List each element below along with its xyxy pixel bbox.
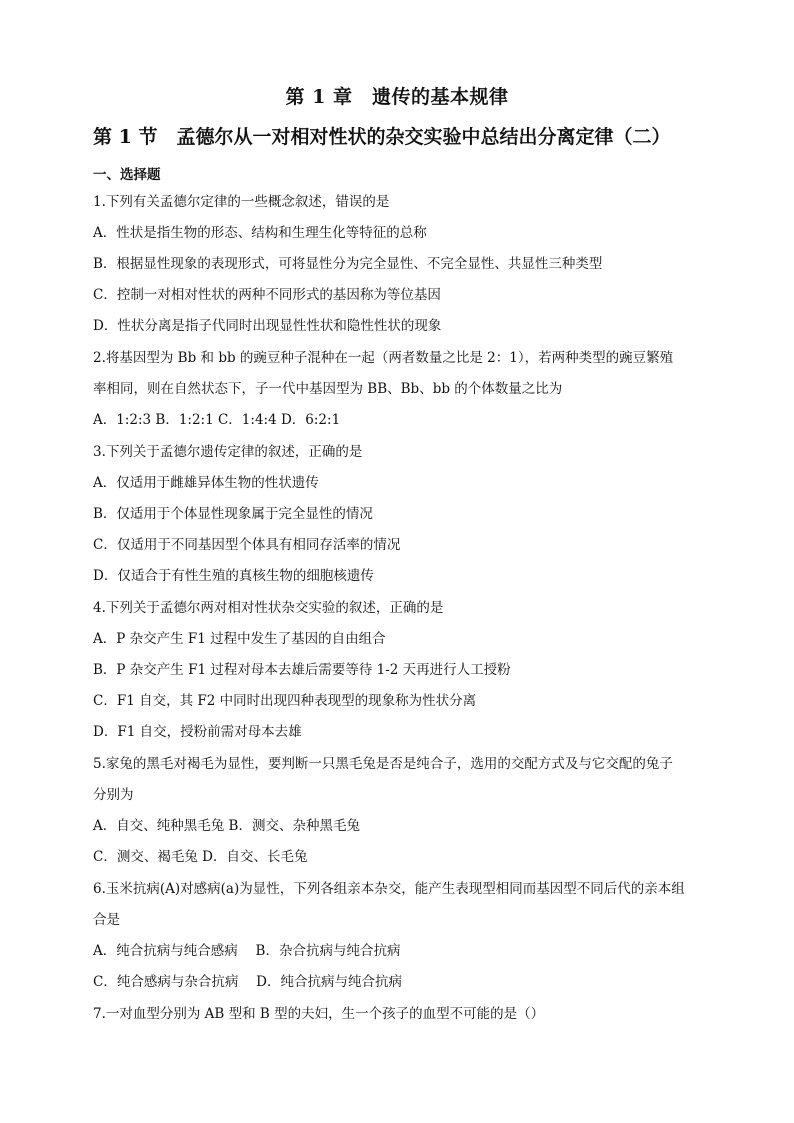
question-5-stem-cont: 分别为	[93, 787, 134, 803]
question-6-stem-cont: 合是	[93, 912, 120, 928]
question-6-stem: 6.玉米抗病(A)对感病(a)为显性，下列各组亲本杂交，能产生表现型相同而基因型不同后代的亲本组	[93, 881, 685, 897]
section-title: 第 1 节 孟德尔从一对相对性状的杂交实验中总结出分离定律（二）	[93, 126, 671, 148]
question-2-stem: 2.将基因型为 Bb 和 bb 的豌豆种子混种在一起（两者数量之比是 2：1），若两种类型的豌豆繁殖	[93, 350, 674, 366]
q3-option-b: B．仅适用于个体显性现象属于完全显性的情况	[93, 506, 373, 522]
q1-option-a: A．性状是指生物的形态、结构和生理生化等特征的总称	[93, 225, 427, 241]
q4-option-a: A．P 杂交产生 F1 过程中发生了基因的自由组合	[93, 631, 386, 647]
q1-option-b: B．根据显性现象的表现形式，可将显性分为完全显性、不完全显性、共显性三种类型	[93, 256, 603, 272]
q1-option-d: D．性状分离是指子代同时出现显性性状和隐性性状的现象	[93, 318, 442, 334]
q3-option-a: A．仅适用于雌雄异体生物的性状遗传	[93, 475, 319, 491]
question-3-stem: 3.下列关于孟德尔遗传定律的叙述，正确的是	[93, 444, 363, 460]
q6-options-ab: A．纯合抗病与纯合感病 B．杂合抗病与纯合抗病	[93, 943, 401, 959]
question-4-stem: 4.下列关于孟德尔两对相对性状杂交实验的叙述，正确的是	[93, 600, 444, 616]
q5-options-cd: C．测交、褐毛兔 D．自交、长毛兔	[93, 849, 308, 865]
part-heading: 一、选择题	[93, 167, 161, 183]
q4-option-b: B．P 杂交产生 F1 过程对母本去雄后需要等待 1-2 天再进行人工授粉	[93, 662, 511, 678]
q5-options-ab: A．自交、纯种黑毛兔 B．测交、杂种黑毛兔	[93, 818, 360, 834]
question-7-stem: 7.一对血型分别为 AB 型和 B 型的夫妇，生一个孩子的血型不可能的是（）	[93, 1006, 545, 1022]
question-1-stem: 1.下列有关孟德尔定律的一些概念叙述，错误的是	[93, 194, 390, 210]
q3-option-c: C．仅适用于不同基因型个体具有相同存活率的情况	[93, 537, 401, 553]
chapter-title: 第 1 章 遗传的基本规律	[285, 86, 509, 108]
question-5-stem: 5.家兔的黑毛对褐毛为显性，要判断一只黑毛兔是否是纯合子，选用的交配方式及与它交配的兔子	[93, 756, 673, 772]
q4-option-d: D．F1 自交，授粉前需对母本去雄	[93, 724, 302, 740]
q2-options: A．1:2:3 B．1:2:1 C．1:4:4 D．6:2:1	[93, 412, 341, 428]
question-2-stem-cont: 率相同，则在自然状态下，子一代中基因型为 BB、Bb、bb 的个体数量之比为	[93, 381, 563, 397]
q4-option-c: C．F1 自交，其 F2 中同时出现四种表现型的现象称为性状分离	[93, 693, 477, 709]
q3-option-d: D．仅适合于有性生殖的真核生物的细胞核遗传	[93, 568, 374, 584]
q6-options-cd: C．纯合感病与杂合抗病 D．纯合抗病与纯合抗病	[93, 974, 402, 990]
q1-option-c: C．控制一对相对性状的两种不同形式的基因称为等位基因	[93, 287, 441, 303]
